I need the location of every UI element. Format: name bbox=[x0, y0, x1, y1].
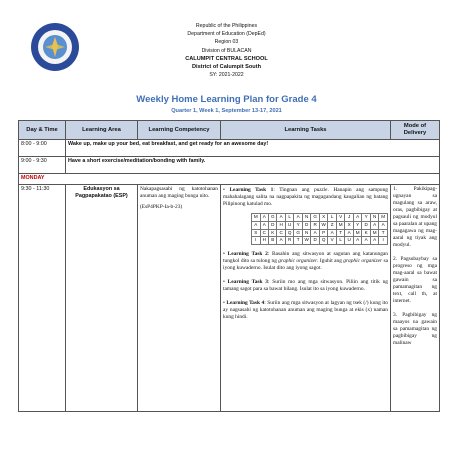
task4-text: : Suriin ang mga sitwasyon at lagyan ng tsek (/) kung ito ay nagsasabi ng katotohanan anuman ang maging bunga at ekis (x) naman kung hindi. bbox=[223, 300, 388, 321]
puzzle-cell: A bbox=[260, 214, 268, 222]
puzzle-cell: L bbox=[328, 214, 336, 222]
header-line4: Division of BULACAN bbox=[201, 47, 252, 54]
puzzle-cell: K bbox=[362, 229, 370, 237]
table-row bbox=[19, 157, 440, 174]
puzzle-cell: A bbox=[370, 237, 379, 245]
plan-subtitle: Quarter 1, Week 1, September 13-17, 2021 bbox=[171, 108, 282, 114]
lesson-delivery bbox=[391, 185, 440, 412]
puzzle-cell: A bbox=[379, 221, 388, 229]
puzzle-cell: A bbox=[294, 214, 302, 222]
puzzle-cell: Y bbox=[294, 221, 302, 229]
puzzle-cell: B bbox=[268, 237, 276, 245]
puzzle-cell: L bbox=[285, 214, 293, 222]
puzzle-cell: W bbox=[319, 221, 328, 229]
delivery-2: 2. Pagsubaybay sa progreso ng mga mag-aaral sa bawat gawain sa pamamagitan ng text, call th, at internet. bbox=[393, 256, 437, 304]
puzzle-cell: Y bbox=[353, 221, 362, 229]
puzzle-cell: N bbox=[302, 214, 311, 222]
col-learning-competency: Learning Competency bbox=[138, 121, 221, 140]
puzzle-cell: M bbox=[336, 221, 345, 229]
competency-text: Nakapagsasabi ng katotohanan anuman ang maging bunga nito. bbox=[140, 186, 218, 199]
puzzle-cell: M bbox=[252, 214, 261, 222]
task2-label: Learning Task 2 bbox=[227, 251, 268, 258]
puzzle-cell: A bbox=[311, 229, 319, 237]
puzzle-cell: V bbox=[328, 237, 336, 245]
puzzle-cell: V bbox=[336, 214, 345, 222]
puzzle-cell: D bbox=[302, 221, 311, 229]
puzzle-cell: H bbox=[260, 237, 268, 245]
puzzle-cell: A bbox=[362, 237, 370, 245]
col-mode-of-delivery: Mode of Delivery bbox=[391, 121, 440, 140]
row-time: 8:00 - 9:00 bbox=[19, 140, 66, 157]
puzzle-row bbox=[252, 237, 388, 245]
puzzle-cell: I bbox=[252, 237, 261, 245]
table-header-row bbox=[19, 121, 440, 140]
puzzle-cell: W bbox=[302, 237, 311, 245]
puzzle-cell: U bbox=[345, 237, 353, 245]
row-activity: Wake up, make up your bed, eat breakfast, and get ready for an awesome day! bbox=[66, 140, 440, 157]
task-3: • Learning Task 3: Suriin mo ang mga sitwasyon. Piliin ang titik ng tamang sagot para sa bawat bilang. Isulat ito sa iyong kuwaderno. bbox=[223, 279, 388, 293]
puzzle-cell: A bbox=[277, 214, 285, 222]
puzzle-cell: P bbox=[319, 229, 328, 237]
puzzle-cell: N bbox=[302, 229, 311, 237]
lesson-time: 9:30 - 11:30 bbox=[19, 185, 66, 412]
task2-text-b: . Iguhit ang bbox=[317, 258, 344, 265]
task3-label: Learning Task 3 bbox=[227, 279, 268, 286]
puzzle-cell: M bbox=[379, 214, 388, 222]
col-learning-tasks: Learning Tasks bbox=[221, 121, 391, 140]
header-line3: Region 03 bbox=[214, 39, 239, 46]
puzzle-cell: Y bbox=[362, 214, 370, 222]
puzzle-cell: X bbox=[345, 221, 353, 229]
header-line2: Department of Education (DepEd) bbox=[187, 31, 266, 38]
puzzle-cell: A bbox=[277, 237, 285, 245]
puzzle-cell: A bbox=[353, 237, 362, 245]
puzzle-cell: T bbox=[294, 237, 302, 245]
delivery-1: 1. Pakikipag-ugnayan sa magulang sa araw, oras, pagbibigay at pagsauli ng modyul sa paaralan at upang magagawa ng mag-aaral ng tiyak ang modyul. bbox=[393, 186, 437, 248]
day-row bbox=[19, 174, 440, 185]
puzzle-cell: A bbox=[328, 229, 336, 237]
competency-code: (EsP4PKP-Ia-b-23) bbox=[140, 204, 183, 210]
puzzle-cell: G bbox=[268, 214, 276, 222]
header-school: CALUMPIT CENTRAL SCHOOL bbox=[185, 55, 268, 62]
puzzle-cell: C bbox=[277, 229, 285, 237]
header-sy: SY: 2021-2022 bbox=[209, 72, 244, 79]
puzzle-cell: I bbox=[379, 237, 388, 245]
puzzle-cell: R bbox=[285, 237, 293, 245]
puzzle-row bbox=[252, 229, 388, 237]
task2-text-a: : Basahin ang sitwasyon at sagutan ang katanungan tungkol dito sa tulong ng bbox=[223, 251, 388, 265]
puzzle-cell: N bbox=[370, 214, 379, 222]
task4-label: Learning Task 4 bbox=[226, 300, 265, 307]
school-header bbox=[100, 22, 353, 79]
task1-label: Learning Task 1 bbox=[229, 187, 274, 193]
col-day-time: Day & Time bbox=[19, 121, 66, 140]
puzzle-cell: G bbox=[311, 214, 319, 222]
puzzle-cell: X bbox=[319, 214, 328, 222]
task3-text: : Suriin mo ang mga sitwasyon. Piliin ang titik ng tamang sagot para sa bawat bilang. Isulat ito sa iyong kuwaderno. bbox=[223, 279, 388, 293]
task2-go1: graphic organizer bbox=[278, 258, 318, 265]
puzzle-cell: Z bbox=[328, 221, 336, 229]
plan-title: Weekly Home Learning Plan for Grade 4 bbox=[136, 94, 317, 105]
puzzle-cell: M bbox=[370, 229, 379, 237]
monday-lesson-row bbox=[19, 185, 440, 412]
task2-go2: graphic organizer bbox=[343, 258, 383, 265]
learning-plan-table bbox=[18, 120, 440, 412]
puzzle-cell: J bbox=[345, 214, 353, 222]
row-activity: Have a short exercise/meditation/bonding with family. bbox=[66, 157, 440, 174]
col-learning-area: Learning Area bbox=[66, 121, 138, 140]
puzzle-cell: K bbox=[268, 229, 276, 237]
puzzle-cell: T bbox=[379, 229, 388, 237]
puzzle-cell: Q bbox=[319, 237, 328, 245]
puzzle-cell: R bbox=[311, 221, 319, 229]
row-time: 9:00 - 9:30 bbox=[19, 157, 66, 174]
word-puzzle bbox=[251, 213, 388, 245]
table-row bbox=[19, 140, 440, 157]
lesson-area: Edukasyon sa Pagpapakatao (ESP) bbox=[66, 185, 138, 412]
header-line1: Republic of the Philippines bbox=[195, 23, 258, 29]
task-2: • Learning Task 2: Basahin ang sitwasyon at sagutan ang katanungan tungkol dito sa tulong ng graphic organizer. Iguhit ang graphic organizer sa iyong kuwaderno. Isulat dito ang iyong sagot. bbox=[223, 251, 388, 272]
lesson-tasks bbox=[221, 185, 391, 412]
puzzle-cell: A bbox=[345, 229, 353, 237]
puzzle-cell: S bbox=[252, 229, 261, 237]
puzzle-cell: D bbox=[268, 221, 276, 229]
task1-word: puzzle bbox=[313, 187, 328, 193]
task-4: • Learning Task 4: Suriin ang mga sitwasyon at lagyan ng tsek (/) kung ito ay nagsasabi ng katotohanan anuman ang maging bunga at ekis (x) naman kung hindi. bbox=[223, 300, 388, 321]
puzzle-cell: A bbox=[252, 221, 261, 229]
lesson-competency bbox=[138, 185, 221, 412]
puzzle-cell: D bbox=[362, 221, 370, 229]
puzzle-cell: G bbox=[294, 229, 302, 237]
header-district: District of Calumpit South bbox=[192, 64, 261, 71]
puzzle-row bbox=[252, 214, 388, 222]
puzzle-cell: T bbox=[336, 229, 345, 237]
puzzle-cell: L bbox=[336, 237, 345, 245]
puzzle-cell: D bbox=[311, 237, 319, 245]
puzzle-row bbox=[252, 221, 388, 229]
task-1: • Learning Task 1: Tingnan ang puzzle. Hanapin ang sampung mahahalagang salita na nagpapakita ng magagandang kaugalian ng batang Pilipinong katulad mo. bbox=[223, 187, 388, 207]
day-label: MONDAY bbox=[19, 174, 440, 185]
puzzle-cell: U bbox=[285, 221, 293, 229]
puzzle-cell: C bbox=[260, 229, 268, 237]
delivery-3: 3. Pagbibigay ng maayos na gawain sa pamamagitan ng pagbibigay ng malinaw bbox=[393, 312, 437, 346]
puzzle-cell: H bbox=[277, 221, 285, 229]
task2-text-c: sa iyong kuwaderno. Isulat dito ang iyong sagot. bbox=[223, 258, 388, 272]
puzzle-cell: M bbox=[353, 229, 362, 237]
puzzle-cell: A bbox=[353, 214, 362, 222]
puzzle-cell: A bbox=[370, 221, 379, 229]
deped-seal-icon bbox=[30, 22, 80, 72]
task1-text-a: : Tingnan ang bbox=[273, 187, 314, 193]
puzzle-cell: A bbox=[260, 221, 268, 229]
puzzle-cell: Q bbox=[285, 229, 293, 237]
task1-text-b: . Hanapin ang sampung mahahalagang salita na nagpapakita ng magagandang kaugalian ng batang Pilipinong katulad mo. bbox=[223, 187, 388, 207]
